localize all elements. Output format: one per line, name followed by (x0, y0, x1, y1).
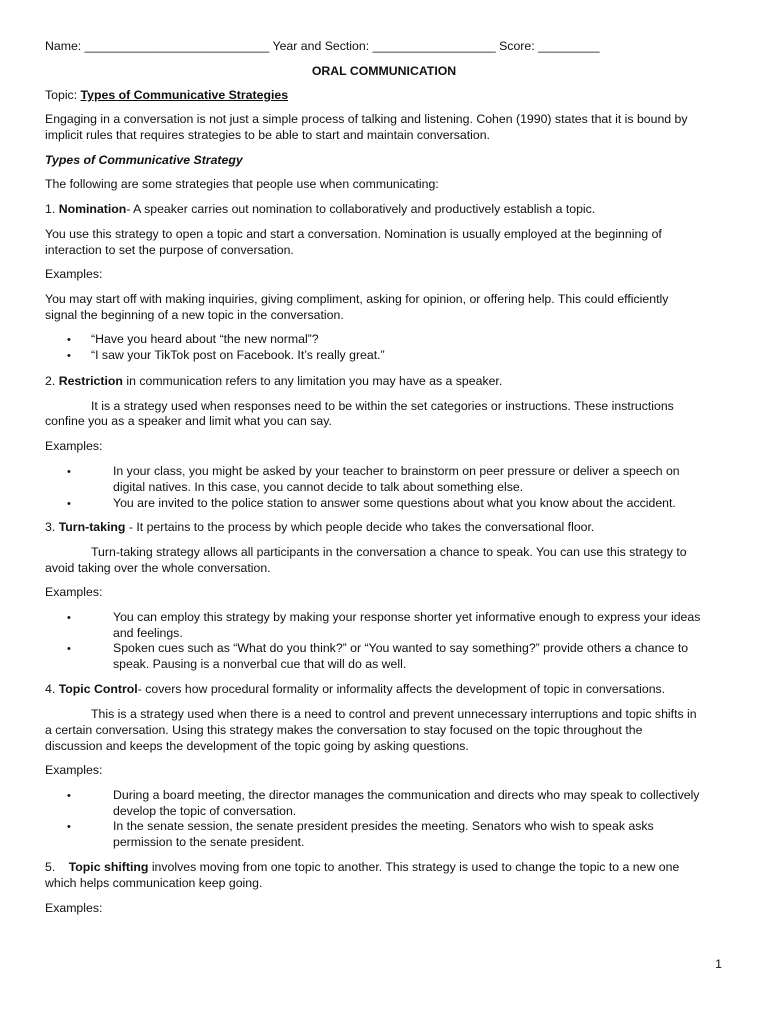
strategy-term: Topic Control (58, 682, 138, 696)
strategy-term: Restriction (58, 374, 123, 388)
examples-label: Examples: (45, 901, 103, 915)
paragraph-line: confine you as a speaker and limit what you can say. (45, 414, 332, 428)
intro-line: implicit rules that requires strategies to be able to start and maintain conversation. (45, 128, 490, 142)
section-subheading: Types of Communicative Strategy (45, 153, 243, 167)
strategy-3-heading (45, 520, 728, 536)
score-label: Score: (499, 39, 535, 53)
example-item: During a board meeting, the director manages the communication and directs who may speak to collectively (113, 788, 700, 802)
strategy-term: Topic shifting (68, 860, 149, 874)
example-item: In the senate session, the senate president presides the meeting. Senators who wish to speak asks (113, 819, 654, 833)
lead-paragraph: The following are some strategies that people use when communicating: (45, 177, 439, 191)
year-section-label: Year and Section: (272, 39, 370, 53)
topic-line (45, 88, 728, 104)
strategy-definition: in communication refers to any limitation you may have as a speaker. (126, 374, 503, 388)
strategy-1-heading (45, 202, 728, 218)
bullet-icon: • (67, 790, 71, 802)
intro-line: Engaging in a conversation is not just a simple process of talking and listening. Cohen (1990) states that it is bound by (45, 112, 688, 126)
example-item: “Have you heard about “the new normal”? (91, 332, 319, 346)
strategy-definition: - A speaker carries out nomination to collaboratively and productively establish a topic. (126, 202, 596, 216)
paragraph-line: You use this strategy to open a topic and start a conversation. Nomination is usually employed at the beginning of (45, 227, 662, 241)
strategy-term: Turn-taking (58, 520, 126, 534)
strategy-definition: involves moving from one topic to another. This strategy is used to change the topic to a new one (151, 860, 680, 874)
topic-label: Topic: (45, 88, 78, 102)
topic-title: Types of Communicative Strategies (80, 88, 289, 102)
strategy-definition: - It pertains to the process by which people decide who takes the conversational floor. (128, 520, 595, 534)
bullet-icon: • (67, 612, 71, 624)
paragraph-line: discussion and keeps the development of the topic going by asking questions. (45, 739, 469, 753)
examples-label: Examples: (45, 267, 103, 281)
bullet-icon: • (67, 643, 71, 655)
example-item: digital natives. In this case, you cannot decide to talk about something else. (113, 480, 524, 494)
paragraph-line: avoid taking over the whole conversation. (45, 561, 271, 575)
bullet-icon: • (67, 498, 71, 510)
example-item: develop the topic of conversation. (113, 804, 297, 818)
paragraph-line: Turn-taking strategy allows all participants in the conversation a chance to speak. You can use this strategy to (91, 545, 687, 559)
examples-label: Examples: (45, 585, 103, 599)
strategy-number: 2. (45, 374, 56, 388)
page-title: ORAL COMMUNICATION (311, 64, 457, 78)
bullet-icon: • (67, 466, 71, 478)
example-item: In your class, you might be asked by your teacher to brainstorm on peer pressure or deliver a speech on (113, 464, 680, 478)
examples-label: Examples: (45, 439, 103, 453)
strategy-term: Nomination (58, 202, 127, 216)
example-item: You are invited to the police station to answer some questions about what you know about the accident. (113, 496, 676, 510)
examples-label: Examples: (45, 763, 103, 777)
strategy-5-heading (45, 860, 728, 876)
strategy-number: 1. (45, 202, 56, 216)
example-item: and feelings. (113, 626, 183, 640)
example-item: “I saw your TikTok post on Facebook. It’s really great.” (91, 348, 385, 362)
bullet-icon: • (67, 334, 71, 346)
strategy-2-heading (45, 374, 728, 390)
strategy-number: 4. (45, 682, 56, 696)
paragraph-line: which helps communication keep going. (45, 876, 263, 890)
example-item: You can employ this strategy by making your response shorter yet informative enough to express your ideas (113, 610, 701, 624)
example-item: speak. Pausing is a nonverbal cue that will do as well. (113, 657, 407, 671)
example-item: permission to the senate president. (113, 835, 305, 849)
name-blank: ___________________________ (84, 39, 270, 53)
paragraph-line: It is a strategy used when responses need to be within the set categories or instructions. These instructions (91, 399, 674, 413)
page-number: 1 (715, 957, 722, 971)
score-blank: _________ (538, 39, 600, 53)
year-section-blank: __________________ (372, 39, 496, 53)
paragraph-line: This is a strategy used when there is a need to control and prevent unnecessary interruptions and topic shifts in (91, 707, 697, 721)
name-label: Name: (45, 39, 82, 53)
example-item: Spoken cues such as “What do you think?” or “You wanted to say something?” provide others a chance to (113, 641, 689, 655)
paragraph-line: interaction to set the purpose of conversation. (45, 243, 294, 257)
paragraph-line: a certain conversation. Using this strategy makes the conversation to stay focused on the topic throughout the (45, 723, 643, 737)
strategy-number: 5. (45, 860, 56, 874)
strategy-number: 3. (45, 520, 56, 534)
strategy-4-heading (45, 682, 728, 698)
strategy-definition: - covers how procedural formality or informality affects the development of topic in conversations. (137, 682, 666, 696)
student-info-line (45, 39, 728, 55)
bullet-icon: • (67, 350, 71, 362)
paragraph-line: You may start off with making inquiries, giving compliment, asking for opinion, or offering help. This could efficiently (45, 292, 669, 306)
bullet-icon: • (67, 821, 71, 833)
paragraph-line: signal the beginning of a new topic in the conversation. (45, 308, 344, 322)
